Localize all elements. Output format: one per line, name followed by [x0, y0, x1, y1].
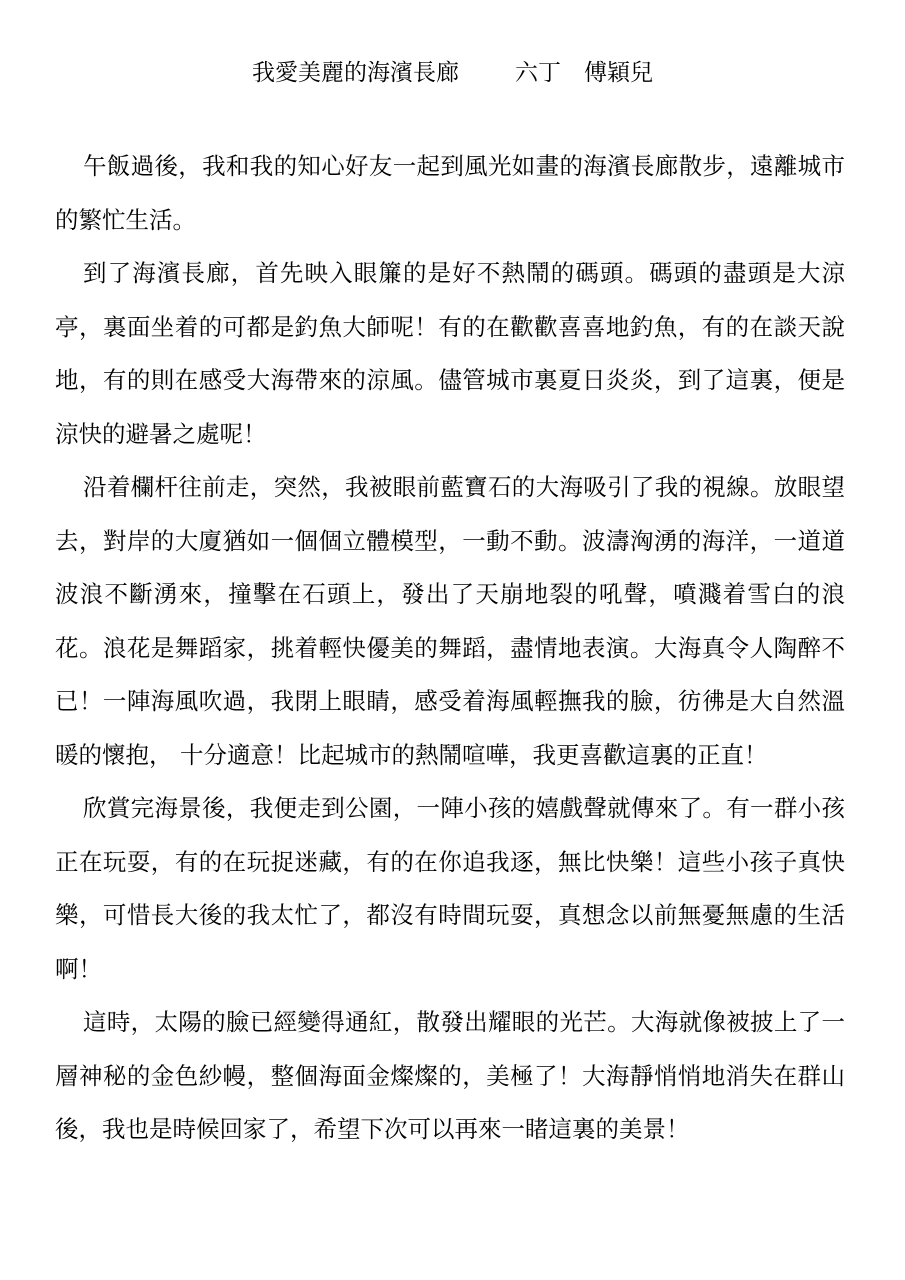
paragraph-1: 午飯過後，我和我的知心好友一起到風光如畫的海濱長廊散步，遠離城市的繁忙生活。: [55, 152, 845, 234]
paragraph-2: 到了海濱長廊，首先映入眼簾的是好不熱鬧的碼頭。碼頭的盡頭是大涼亭，裏面坐着的可都是釣魚大師呢！有的在歡歡喜喜地釣魚，有的在談天說地，有的則在感受大海帶來的涼風。儘管城市裏夏日炎炎，到了這裏，便是涼快的避暑之處呢！: [55, 259, 845, 448]
essay-title: 我愛美麗的海濱長廊: [252, 60, 459, 86]
author-name: 六丁 傅穎兒: [515, 60, 653, 86]
title-line: [0, 56, 905, 90]
paragraph-5: 這時，太陽的臉已經變得通紅，散發出耀眼的光芒。大海就像被披上了一層神秘的金色紗幔，整個海面金燦燦的，美極了！大海靜悄悄地消失在群山後，我也是時候回家了，希望下次可以再來一睹這裏的美景！: [55, 1008, 845, 1143]
essay-body: [55, 140, 845, 1157]
paragraph-4: 欣賞完海景後，我便走到公園，一陣小孩的嬉戲聲就傳來了。有一群小孩正在玩耍，有的在玩捉迷藏，有的在你追我逐，無比快樂！這些小孩子真快樂，可惜長大後的我太忙了，都沒有時間玩耍，真想念以前無憂無慮的生活啊！: [55, 794, 845, 983]
paragraph-3: 沿着欄杆往前走，突然，我被眼前藍寶石的大海吸引了我的視線。放眼望去，對岸的大廈猶如一個個立體模型，一動不動。波濤洶湧的海洋，一道道波浪不斷湧來，撞擊在石頭上，發出了天崩地裂的吼聲，噴濺着雪白的浪花。浪花是舞蹈家，挑着輕快優美的舞蹈，盡情地表演。大海真令人陶醉不已！一陣海風吹過，我閉上眼睛，感受着海風輕撫我的臉，彷彿是大自然溫暖的懷抱， 十分適意！比起城市的熱鬧喧嘩，我更喜歡這裏的正直！: [55, 473, 845, 769]
